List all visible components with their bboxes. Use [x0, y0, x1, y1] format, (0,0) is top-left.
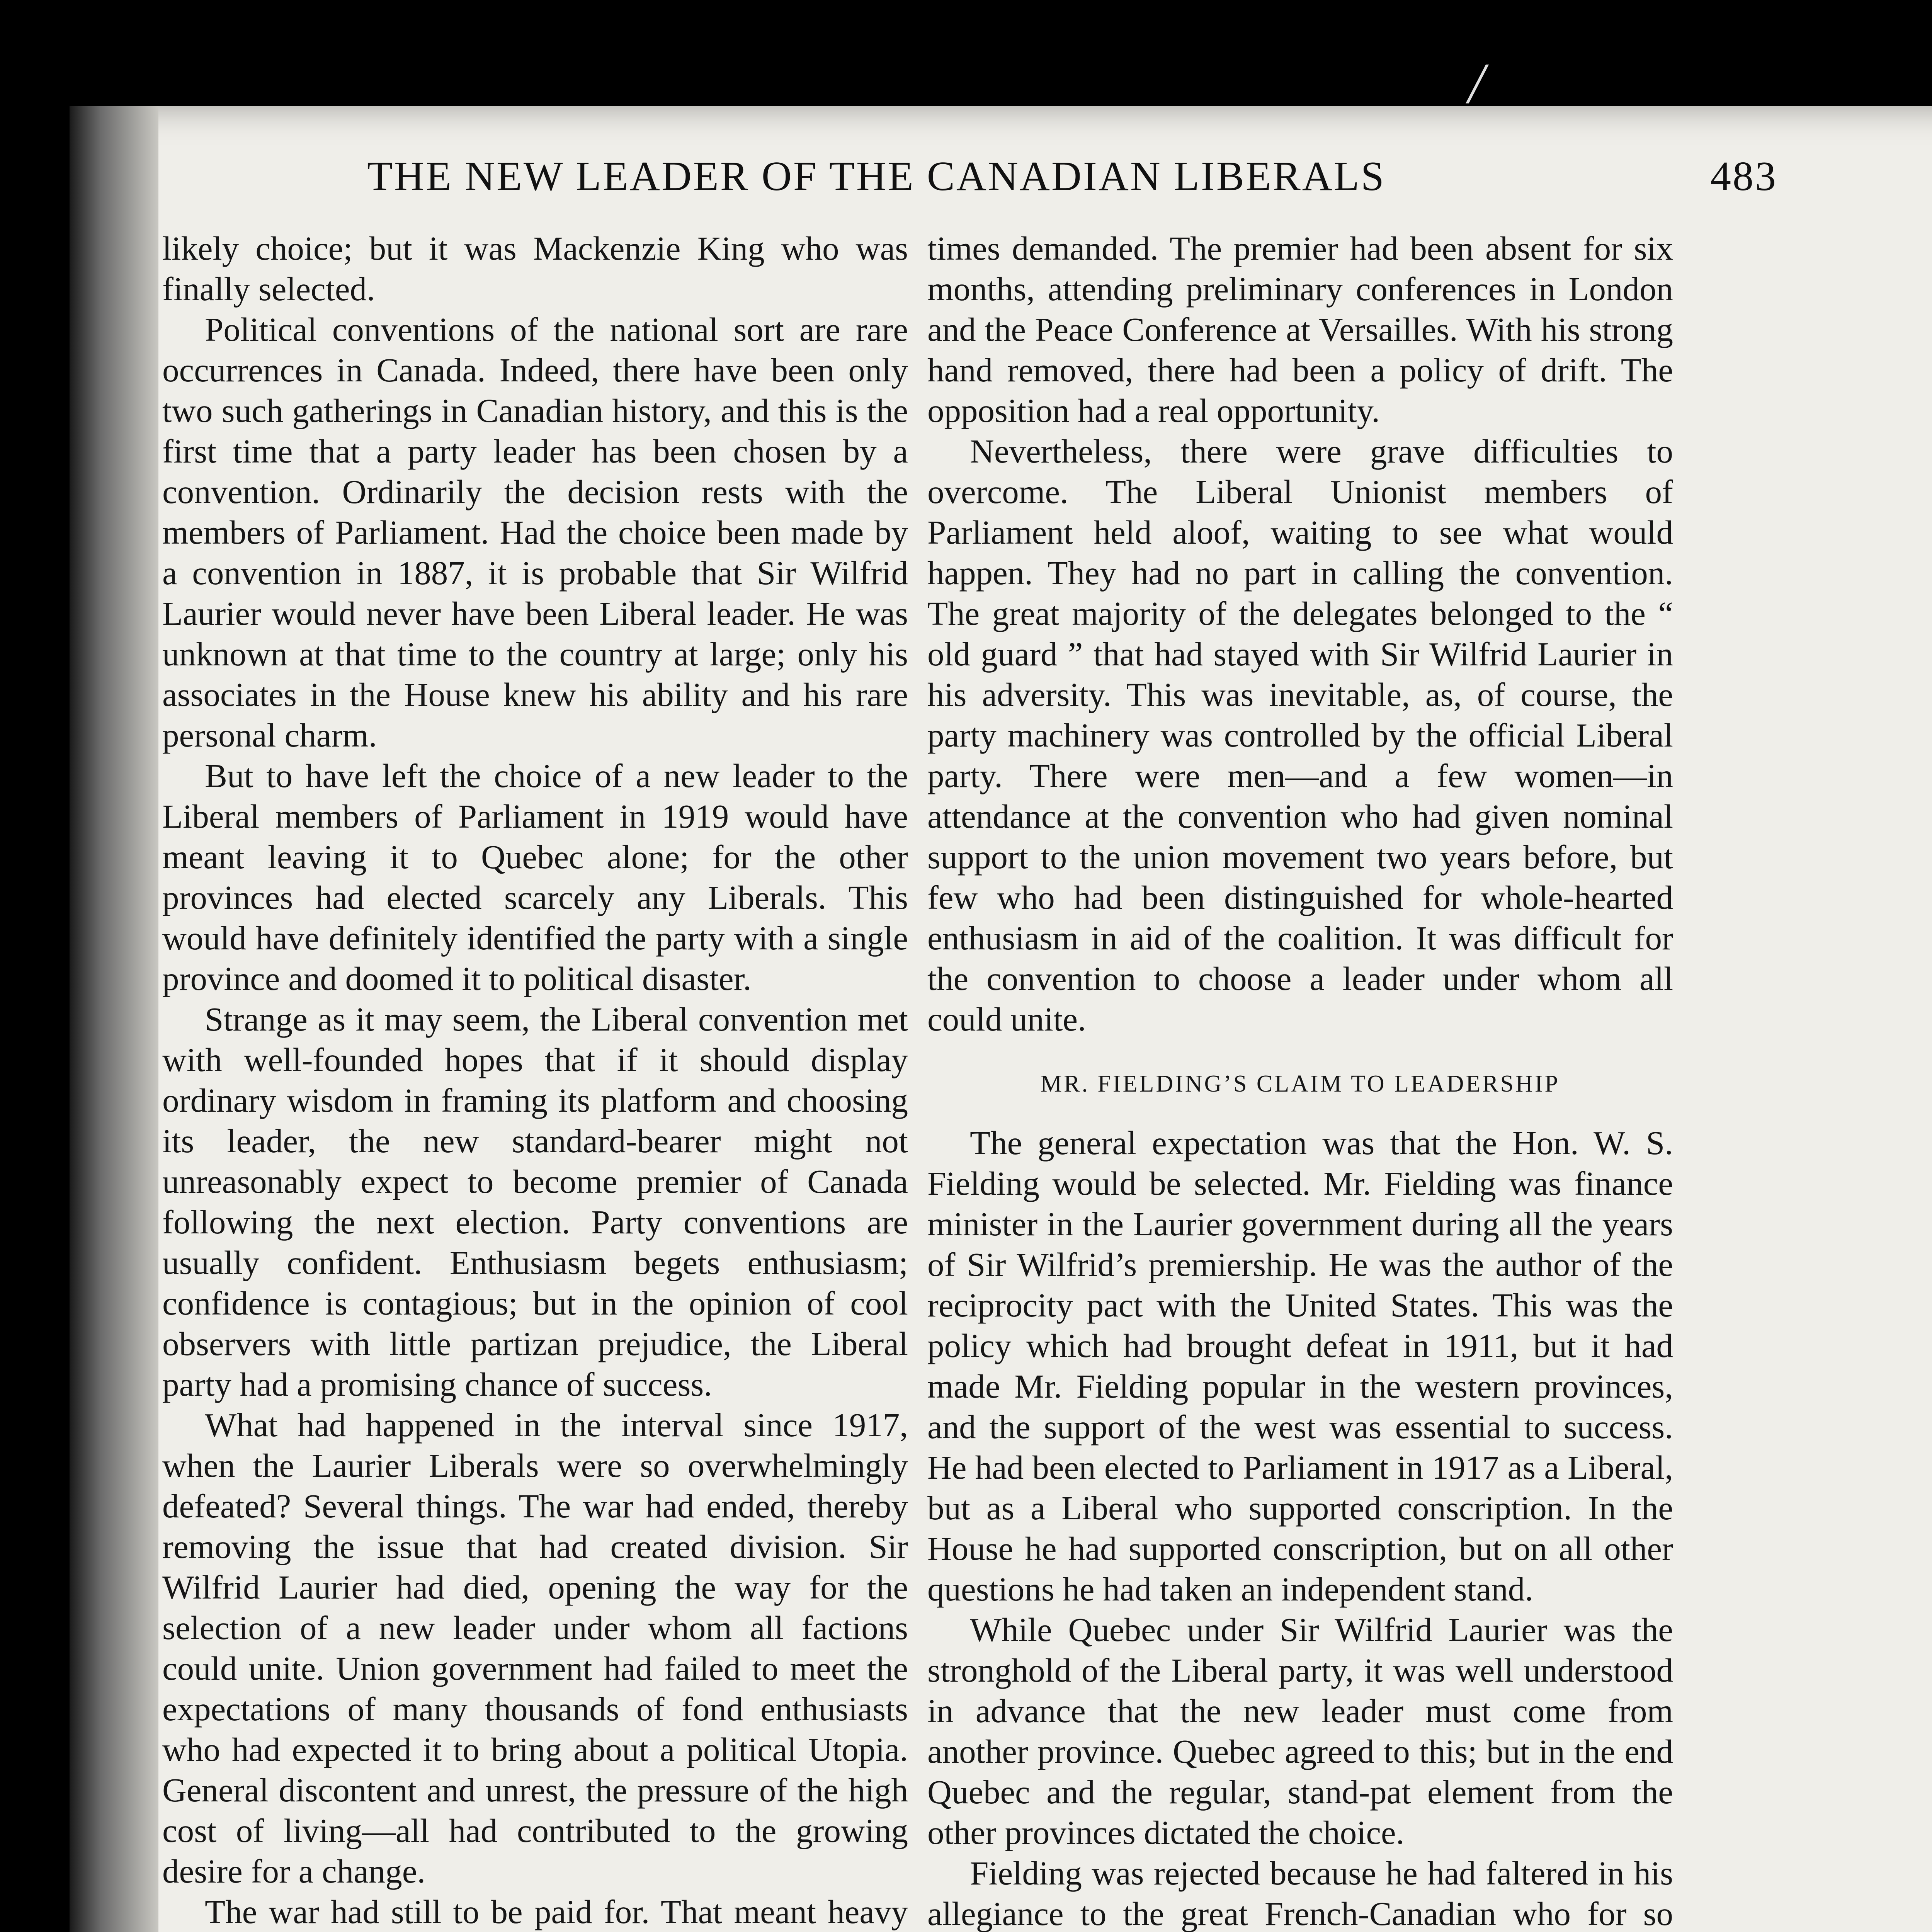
paragraph: But to have left the choice of a new leader to the Liberal members of Parliament in 1919 would have meant leaving it to Quebec alone; for the other provinces had elected scarcely any Liberals. This would have definitely identified the party with a single province and doomed it to political disaster. [162, 757, 908, 997]
page-number: 483 [1710, 153, 1777, 199]
paragraph: likely choice; but it was Mackenzie King who was finally selected. [162, 230, 908, 308]
pencil-mark: / [1468, 51, 1485, 116]
page-spine-shadow [70, 106, 158, 1932]
paragraph: The general expectation was that the Hon. W. S. Fielding would be selected. Mr. Fielding was finance minister in the Laurier government during all the years of Sir Wilfrid’s premiership. He was the author of the reciprocity pact with the United States. This was the policy which had brought defeat in 1911, but it had made Mr. Fielding popular in the western provinces, and the support of the west was essential to success. He had been elected to Parliament in 1917 as a Liberal, but as a Liberal who supported conscription. In the House he had supported conscription, but on all other questions he had taken an independent stand. [927, 1124, 1673, 1608]
page-header [367, 153, 1777, 211]
paragraph: Fielding was rejected because he had faltered in his allegiance to the great French-Canadian who for so [927, 1854, 1673, 1932]
right-column [927, 228, 1673, 1932]
paragraph: The war had still to be paid for. That meant heavy [205, 1893, 908, 1930]
paragraph: Strange as it may seem, the Liberal convention met with well-founded hopes that if it should display ordinary wisdom in framing its platform and choosing its leader, the new standard-bearer might not unreasonably expect to become premier of Canada following the next election. Party conventions are usually confident. Enthusiasm begets enthusiasm; confidence is contagious; but in the opinion of cool observers with little partizan prejudice, the Liberal party had a promising chance of success. [162, 1000, 908, 1403]
left-column [162, 228, 908, 1932]
paragraph: times demanded. The premier had been absent for six months, attending preliminary conferences in London and the Peace Conference at Versailles. With his strong hand removed, there had been a policy of drift. The opposition had a real opportunity. [927, 230, 1673, 429]
paragraph: While Quebec under Sir Wilfrid Laurier was the stronghold of the Liberal party, it was well understood in advance that the new leader must come from another province. Quebec agreed to this; but in the end Quebec and the regular, stand-pat element from the other provinces dictated the choice. [927, 1611, 1673, 1851]
paragraph: Political conventions of the national sort are rare occurrences in Canada. Indeed, there have been only two such gatherings in Canadian history, and this is the first time that a party leader has been chosen by a convention. Ordinarily the decision rests with the members of Parliament. Had the choice been made by a convention in 1887, it is probable that Sir Wilfrid Laurier would never have been Liberal leader. He was unknown at that time to the country at large; only his associates in the House knew his ability and his rare personal charm. [162, 311, 908, 754]
section-heading: MR. FIELDING’S CLAIM TO LEADERSHIP [1040, 1071, 1560, 1097]
paragraph: Nevertheless, there were grave difficulties to overcome. The Liberal Unionist members of Parliament held aloof, waiting to see what would happen. They had no part in calling the convention. The great majority of the delegates belonged to the “ old guard ” that had stayed with Sir Wilfrid Laurier in his adversity. This was inevitable, as, of course, the party machinery was controlled by the official Liberal party. There were men—and a few women—in attendance at the convention who had given nominal support to the union movement two years before, but few who had been distinguished for whole-hearted enthusiasm in aid of the coalition. It was difficult for the convention to choose a leader under whom all could unite. [927, 432, 1673, 1038]
paragraph: What had happened in the interval since 1917, when the Laurier Liberals were so overwhelmingly defeated? Several things. The war had ended, thereby removing the issue that had created division. Sir Wilfrid Laurier had died, opening the way for the selection of a new leader under whom all factions could unite. Union government had failed to meet the expectations of many thousands of fond enthusiasts who had expected it to bring about a political Utopia. General discontent and unrest, the pressure of the high cost of living—all had contributed to the growing desire for a change. [162, 1406, 908, 1890]
running-head: THE NEW LEADER OF THE CANADIAN LIBERALS [367, 153, 1386, 199]
